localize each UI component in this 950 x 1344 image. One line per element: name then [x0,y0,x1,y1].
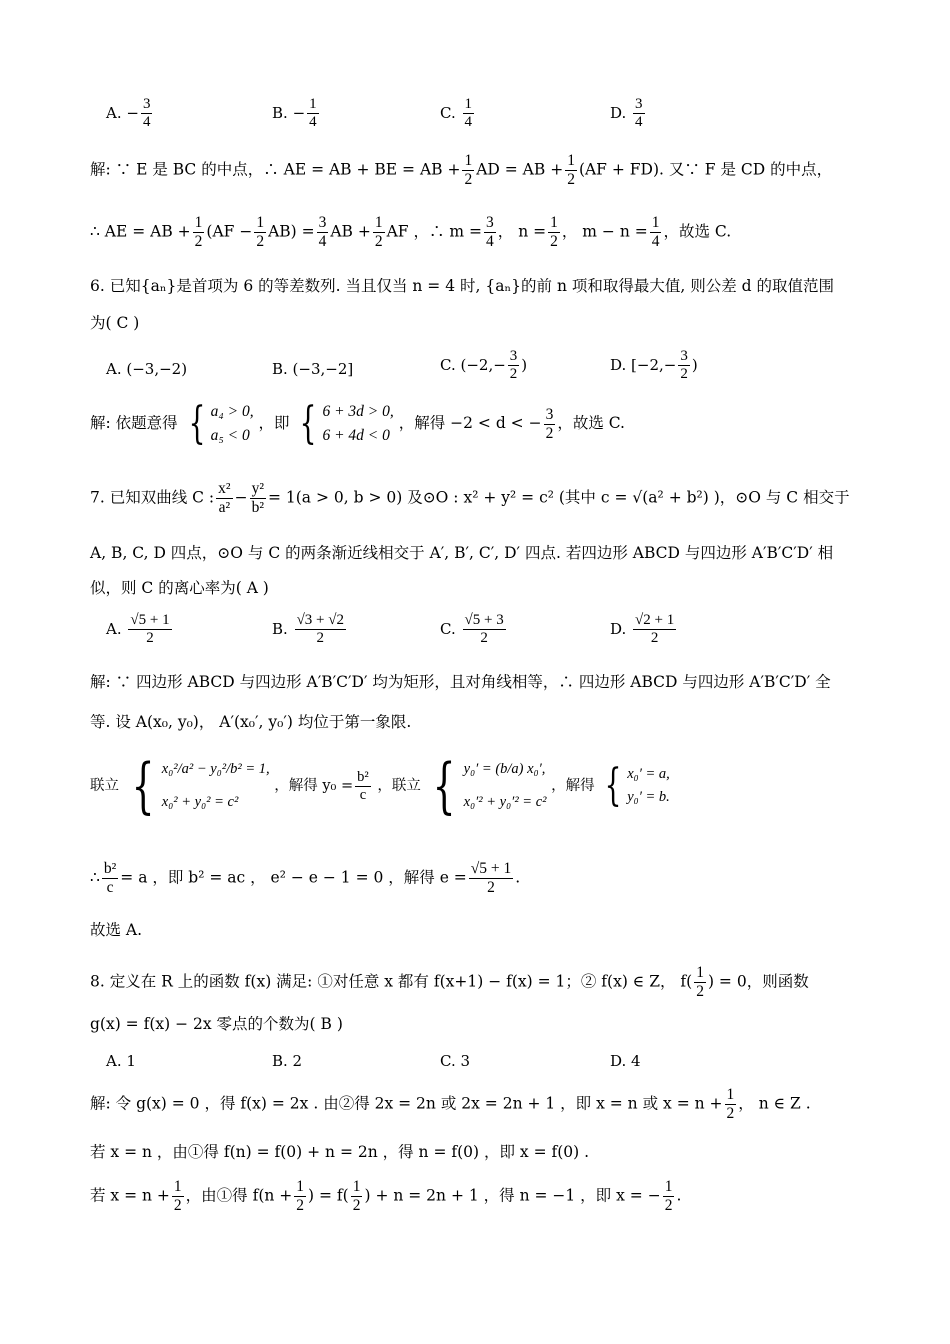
q6-option-c: C. (−2,− $\frac{3}{2}$ ) [440,348,528,383]
q8-option-c: C. 3 [440,1052,471,1070]
q6-option-b: B. (−3,−2] [272,360,354,378]
q8-solution-line-1: 解: 令 g(x) = 0 ，得 f(x) = 2x . 由②得 2x = 2n 或 2x = 2n + 1 ，即 x = n 或 x = n + $\frac{1}{2}$ ， n ∈ Z . [90,1086,811,1122]
q7-option-b: B. $\frac{√3 + √2}{2}$ [272,612,345,647]
q5-solution-line-2: ∴ AE = AB + $\frac{1}{2}$ (AF − $\frac{1}{2}$ AB) = $\frac{3}{4}$ AB + $\frac{1}{2}$ AF ，∴ m = $\frac{3}{4}$ ， n = $\frac{1}{2}$ ， m − n = $\frac{1}{4}$ ，故选 C. [90,214,732,250]
q7-stem-line-1: 7. 已知双曲线 C : $\frac{\text{x²}}{\text{a²}}$ − $\frac{\text{y²}}{\text{b²}}$ = 1(a > 0, b > 0) 及⊙O : x² + y² = c² (其中 c = √(a² + b²) )，⊙O 与 C 相交于 [90,480,850,516]
q8-solution-line-2: 若 x = n ，由①得 f(n) = f(0) + n = 2n ，得 n = f(0) ，即 x = f(0) . [90,1143,590,1161]
q8-stem-line-2: g(x) = f(x) − 2x 零点的个数为( B ) [90,1015,343,1033]
q5-option-a: A. − $\frac{3}{4}$ [106,96,151,131]
q7-option-a: A. $\frac{√5 + 1}{2}$ [106,612,170,647]
q8-option-d: D. 4 [610,1052,641,1070]
q8-option-a: A. 1 [106,1052,136,1070]
q7-solution-systems: 联立 { x₀²/a² − y₀²/b² = 1, x₀² + y₀² = c² ，解得 y₀ = $\frac{\text{b²}}{c}$ ，联立 { y₀′ = (b/a) x₀′, x₀′² + y₀′² = c² ，解得 { x₀′ = a, y₀′ = b. [90,751,670,821]
q8-stem-line-1: 8. 定义在 R 上的函数 f(x) 满足: ①对任意 x 都有 f(x+1) − f(x) = 1；② f(x) ∈ Z， f( $\frac{1}{2}$ ) = 0，则函数 [90,964,809,1000]
q7-option-d: D. $\frac{√2 + 1}{2}$ [610,612,675,647]
q6-option-a: A. (−3,−2) [106,360,188,378]
q7-stem-line-2: A, B, C, D 四点，⊙O 与 C 的两条渐近线相交于 A′, B′, C′, D′ 四点. 若四边形 ABCD 与四边形 A′B′C′D′ 相 [90,544,834,562]
q5-option-b: B. − $\frac{1}{4}$ [272,96,317,131]
q7-solution-line-2: 等. 设 A(x₀, y₀)， A′(x₀′, y₀′) 均位于第一象限. [90,713,412,731]
q6-solution: 解: 依题意得 { a₄ > 0, a₅ < 0 ，即 { 6 + 3d > 0, 6 + 4d < 0 ，解得 −2 < d < − $\frac{3}{2}$ ，故选 C. [90,398,625,450]
q5-option-c: C. $\frac{1}{4}$ [440,96,472,131]
q7-solution-line-1: 解: ∵ 四边形 ABCD 与四边形 A′B′C′D′ 均为矩形，且对角线相等，∴ 四边形 ABCD 与四边形 A′B′C′D′ 全 [90,673,831,691]
q7-answer: 故选 A. [90,921,143,939]
q6-stem-line-2: 为( C ) [90,314,140,332]
q6-option-d: D. [−2,− $\frac{3}{2}$ ) [610,348,698,383]
q8-option-b: B. 2 [272,1052,303,1070]
q5-option-d: D. $\frac{3}{4}$ [610,96,643,131]
q8-solution-line-3: 若 x = n + $\frac{1}{2}$ ，由①得 f(n + $\frac{1}{2}$ ) = f( $\frac{1}{2}$ ) + n = 2n + 1 ，得 n = −1 ，即 x = − $\frac{1}{2}$ . [90,1178,682,1214]
q5-solution-line-1: 解: ∵ E 是 BC 的中点，∴ AE = AB + BE = AB + $\frac{1}{2}$ AD = AB + $\frac{1}{2}$ (AF + FD). 又∵ F 是 CD 的中点， [90,152,833,188]
q7-option-c: C. $\frac{√5 + 3}{2}$ [440,612,504,647]
q7-conclusion: ∴ $\frac{\text{b²}}{c}$ = a ，即 b² = ac ， e² − e − 1 = 0 ，解得 e = $\frac{√5 + 1}{2}$ . [90,860,521,896]
q6-stem-line-1: 6. 已知{aₙ}是首项为 6 的等差数列. 当且仅当 n = 4 时, {aₙ}的前 n 项和取得最大值, 则公差 d 的取值范围 [90,277,834,295]
q7-stem-line-3: 似，则 C 的离心率为( A ) [90,579,269,597]
